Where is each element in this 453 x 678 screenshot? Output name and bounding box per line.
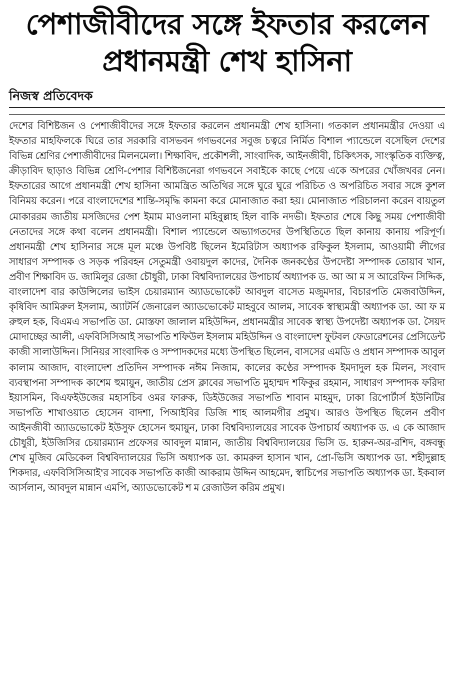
- headline: [9, 6, 445, 80]
- byline: নিজস্ব প্রতিবেদক: [9, 88, 93, 103]
- byline-section: [9, 88, 445, 108]
- article-body: [9, 114, 445, 496]
- headline-line-1: পেশাজীবীদের সঙ্গে ইফতার করলেন: [25, 7, 429, 41]
- headline-line-2: প্রধানমন্ত্রী শেখ হাসিনা: [102, 44, 352, 78]
- article-paragraph: দেশের বিশিষ্টজন ও পেশাজীবীদের সঙ্গে ইফতার করলেন প্রধানমন্ত্রী শেখ হাসিনা। গতকাল প্রধানমন্ত্রীর দেওয়া এ ইফতার মাহফিলকে ঘিরে তার সরকারি বাসভবন গণভবনের সবুজ চত্বরে নির্মিত বিশাল প্যান্ডেলে বসেছিল দেশের বিভিন্ন শ্রেণির পেশাজীবীদের মিলনমেলা। শিক্ষাবিদ, প্রকৌশলী, সাংবাদিক, আইনজীবী, চিকিৎসক, সাংস্কৃতিক ব্যক্তিত্ব, ক্রীড়াবিদ ছাড়াও বিভিন্ন শ্রেণি-পেশার বিশিষ্টজনেরা গণভবনে সবাইকে কাছে পেয়ে একে অপরের খোঁজখবর নেন। ইফতারের আগে প্রধানমন্ত্রী শেখ হাসিনা আমন্ত্রিত অতিথির সঙ্গে ঘুরে ঘুরে পরিচিত ও অপরিচিত সবার সঙ্গে কুশল বিনিময় করেন। পরে বাংলাদেশের শান্তি-সমৃদ্ধি কামনা করে মোনাজাত করা হয়। মোনাজাত পরিচালনা করেন বায়তুল মোকাররম জাতীয় মসজিদের পেশ ইমাম মাওলানা মহিবুল্লাহ হিল বাকি নদভী। ইফতার শেষে কিছু সময় পেশাজীবী নেতাদের সঙ্গে কথা বলেন প্রধানমন্ত্রী। বিশাল প্যান্ডেলে অভ্যাগতদের উপস্থিতিতে ছিল কানায় কানায় পরিপূর্ণ। প্রধানমন্ত্রী শেখ হাসিনার সঙ্গে মূল মঞ্চে উপবিষ্ট ছিলেন ইমেরিটাস অধ্যাপক রফিকুল ইসলাম, আওয়ামী লীগের সাধারণ সম্পাদক ও সড়ক পরিবহন সেতুমন্ত্রী ওবায়দুল কাদের, দৈনিক জনকণ্ঠের উপদেষ্টা সম্পাদক তোয়াব খান, প্রবীণ শিক্ষাবিদ ড. জামিলুর রেজা চৌধুরী, ঢাকা বিশ্ববিদ্যালয়ের উপাচার্য অধ্যাপক ড. আ আ ম স আরেফিন সিদ্দিক, বাংলাদেশ বার কাউন্সিলের ভাইস চেয়ারম্যান অ্যাডভোকেট আবদুল বাসেত মজুমদার, বিচারপতি মেজবাউদ্দিন, কৃষিবিদ আমিরুল ইসলাম, অ্যাটর্নি জেনারেল অ্যাডভোকেট মাহবুবে আলম, সাবেক স্বাস্থ্যমন্ত্রী অধ্যাপক ডা. আ ফ ম রুহুল হক, বিএমএ সভাপতি ডা. মোস্তফা জালাল মহিউদ্দিন, প্রধানমন্ত্রীর সাবেক স্বাস্থ্য উপদেষ্টা অধ্যাপক ডা. সৈয়দ মোদাচ্ছের আলী, এফবিসিসিআই সভাপতি শফিউল ইসলাম মহিউদ্দিন ও বাংলাদেশ ফুটবল ফেডারেশনের প্রেসিডেন্ট কাজী সালাউদ্দিন। সিনিয়র সাংবাদিক ও সম্পাদকদের মধ্যে উপস্থিত ছিলেন, বাসসের এমডি ও প্রধান সম্পাদক আবুল কালাম আজাদ, বাংলাদেশ প্রতিদিন সম্পাদক নঈম নিজাম, কালের কণ্ঠের সম্পাদক ইমদাদুল হক মিলন, সংবাদ ব্যবস্থাপনা সম্পাদক কাশেম হুমায়ুন, জাতীয় প্রেস ক্লাবের সভাপতি মুহাম্মদ শফিকুর রহমান, সাধারণ সম্পাদক ফরিদা ইয়াসমিন, বিএফইউজের মহাসচিব ওমর ফারুক, ডিইউজের সভাপতি শাবান মাহমুদ, ঢাকা রিপোর্টার্স ইউনিটির সভাপতি শাখাওয়াত হোসেন বাদশা, পিআইবির ডিজি শাহ আলমগীর প্রমুখ। আরও উপস্থিত ছিলেন প্রবীণ আইনজীবী অ্যাডভোকেট ইউসুফ হোসেন হুমায়ুন, ঢাকা বিশ্ববিদ্যালয়ের সাবেক উপাচার্য অধ্যাপক ড. এ কে আজাদ চৌধুরী, ইউজিসির চেয়ারম্যান প্রফেসর আবদুল মান্নান, জাতীয় বিশ্ববিদ্যালয়ের ভিসি ড. হারুন-অর-রশিদ, বঙ্গবন্ধু শেখ মুজিব মেডিকেল বিশ্ববিদ্যালয়ের ভিসি অধ্যাপক ডা. কামরুল হাসান খান, প্রো-ভিসি অধ্যাপক ডা. শহীদুল্লাহ শিকদার, এফবিসিসিআই'র সাবেক সভাপতি কাজী আকরাম উদ্দিন আহমেদ, স্বাচিপের সভাপতি অধ্যাপক ডা. ইকবাল আর্সলান, আবদুল মান্নান এমপি, অ্যাডভোকেট শ ম রেজাউল করিম প্রমুখ।: [9, 121, 445, 495]
